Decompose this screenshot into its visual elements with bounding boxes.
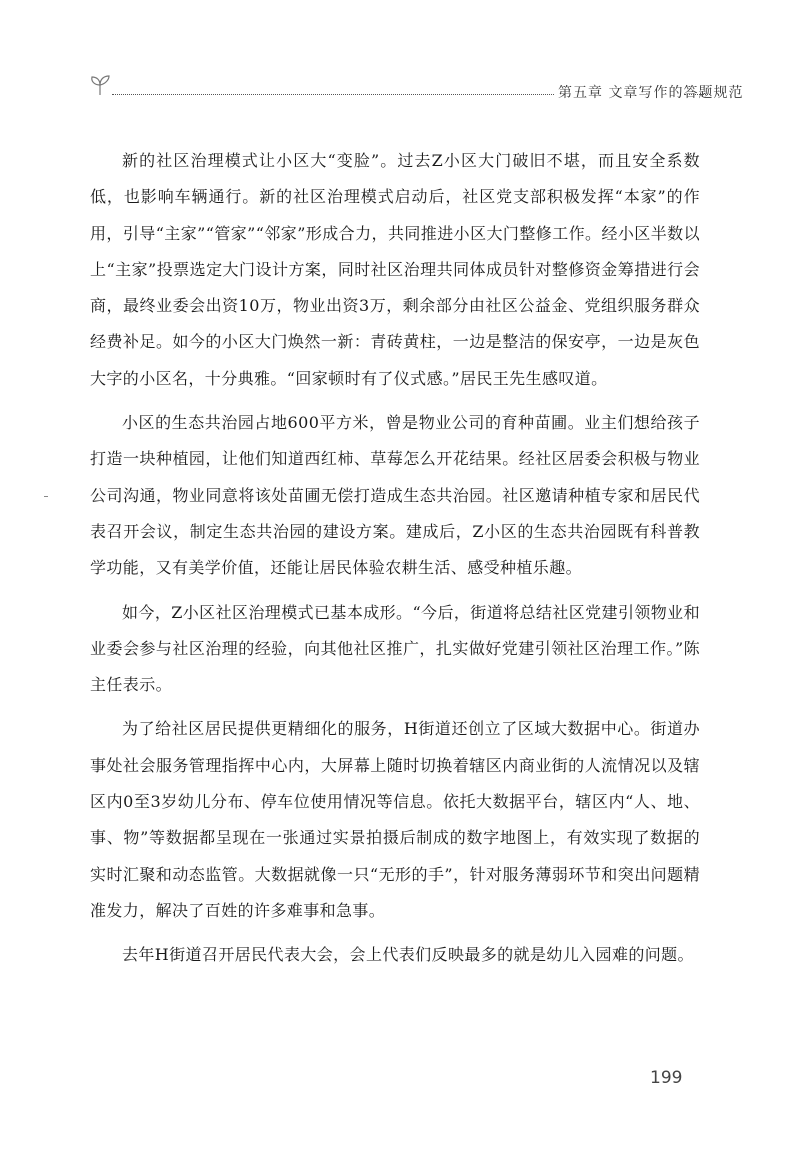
margin-mark xyxy=(44,496,48,497)
paragraph-5: 去年H街道召开居民代表大会，会上代表们反映最多的就是幼儿入园难的问题。 xyxy=(122,945,694,965)
paragraph-2: 小区的生态共治园占地600平方米，曾是物业公司的育种苗圃。业主们想给孩子打造一块种植园，让他们知道西红柿、草莓怎么开花结果。经社区居委会积极与物业公司沟通，物业同意将该处苗圃无偿打造成生态共治园。社区邀请种植专家和居民代表召开会议，制定生态共治园的建设方案。建成后，Z小区的生态共治园既有科普教学功能，又有美学价值，还能让居民体验农耕生活、感受种植乐趣。 xyxy=(90,413,700,578)
paragraph-4: 为了给社区居民提供更精细化的服务，H街道还创立了区域大数据中心。街道办事处社会服务管理指挥中心内，大屏幕上随时切换着辖区内商业街的人流情况以及辖区内0至3岁幼儿分布、停车位使用情况等信息。依托大数据平台，辖区内“人、地、事、物”等数据都呈现在一张通过实景拍摄后制成的数字地图上，有效实现了数据的实时汇聚和动态监管。大数据就像一只“无形的手”，针对服务薄弱环节和突出问题精准发力，解决了百姓的许多难事和急事。 xyxy=(90,719,700,920)
page-number: 199 xyxy=(650,1068,683,1088)
body-text xyxy=(90,143,700,982)
header-rule-left xyxy=(112,94,554,95)
paragraph-3: 如今，Z小区社区治理模式已基本成形。“今后，街道将总结社区党建引领物业和业委会参与社区治理的经验，向其他社区推广，扎实做好党建引领社区治理工作。”陈主任表示。 xyxy=(90,602,700,695)
running-header xyxy=(88,74,744,101)
paragraph-1: 新的社区治理模式让小区大“变脸”。过去Z小区大门破旧不堪，而且安全系数低，也影响车辆通行。新的社区治理模式启动后，社区党支部积极发挥“本家”的作用，引导“主家”“管家”“邻家”形成合力，共同推进小区大门整修工作。经小区半数以上“主家”投票选定大门设计方案，同时社区治理共同体成员针对整修资金筹措进行会商，最终业委会出资10万，物业出资3万，剩余部分由社区公益金、党组织服务群众经费补足。如今的小区大门焕然一新：青砖黄柱，一边是整洁的保安亭，一边是灰色大字的小区名，十分典雅。“回家顿时有了仪式感。”居民王先生感叹道。 xyxy=(90,151,700,388)
sprout-logo-icon xyxy=(88,74,114,96)
header-rule-right xyxy=(684,94,710,95)
chapter-title: 第五章 文章写作的答题规范 xyxy=(558,85,744,101)
